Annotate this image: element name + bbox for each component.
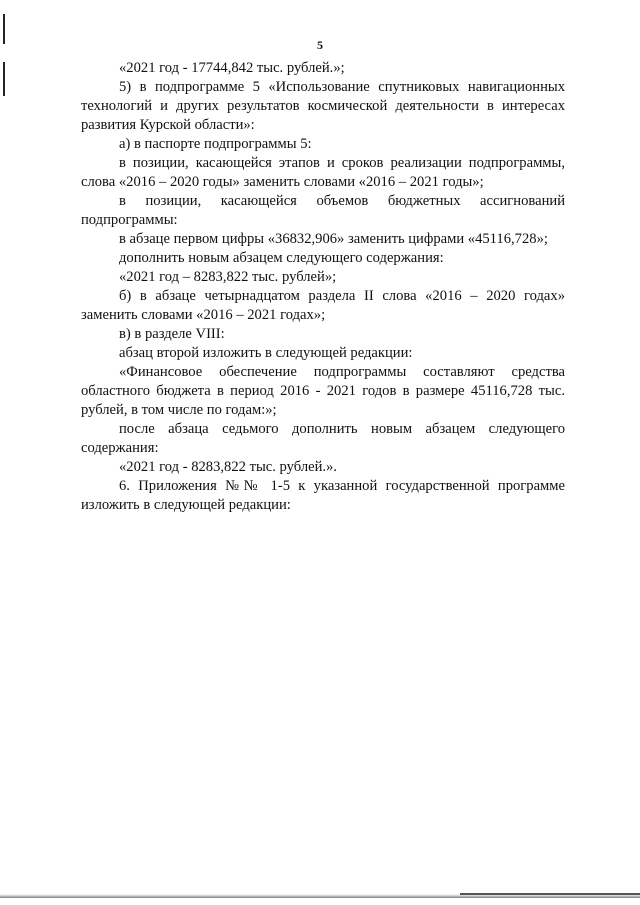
binding-mark-bottom	[3, 62, 5, 96]
paragraph-1: «2021 год - 17744,842 тыс. рублей.»;	[119, 60, 345, 76]
paragraph-5: в позиции, касающейся объемов бюджетных ассигнований подпрограммы:	[81, 193, 565, 228]
paragraph-7: дополнить новым абзацем следующего содержания:	[119, 250, 444, 266]
paragraph-10: в) в разделе VIII:	[119, 326, 225, 342]
document-body	[81, 59, 565, 515]
paragraph-9: б) в абзаце четырнадцатом раздела II слова «2016 – 2020 годах» заменить словами «2016 – 2021 годах»;	[81, 288, 565, 323]
paragraph-14: «2021 год - 8283,822 тыс. рублей.».	[119, 459, 337, 475]
page-number: 5	[317, 38, 323, 52]
paragraph-13: после абзаца седьмого дополнить новым абзацем следующего содержания:	[81, 421, 565, 456]
paragraph-8: «2021 год – 8283,822 тыс. рублей»;	[119, 269, 337, 285]
paragraph-3: а) в паспорте подпрограммы 5:	[119, 136, 312, 152]
paragraph-2: 5) в подпрограмме 5 «Использование спутниковых навигационных технологий и других результатов космической деятельности в интересах развития Курской области»:	[81, 79, 565, 133]
paragraph-6: в абзаце первом цифры «36832,906» заменить цифрами «45116,728»;	[119, 231, 548, 247]
scan-bottom-edge-line	[460, 893, 640, 895]
paragraph-12: «Финансовое обеспечение подпрограммы составляют средства областного бюджета в период 2016 - 2021 годов в размере 45116,728 тыс. рублей, в том числе по годам:»;	[81, 364, 565, 418]
paragraph-11: абзац второй изложить в следующей редакции:	[119, 345, 413, 361]
paragraph-15: 6. Приложения №№ 1-5 к указанной государственной программе изложить в следующей редакции:	[81, 478, 565, 513]
paragraph-4: в позиции, касающейся этапов и сроков реализации подпрограммы, слова «2016 – 2020 годы» заменить словами «2016 – 2021 годы»;	[81, 155, 565, 190]
